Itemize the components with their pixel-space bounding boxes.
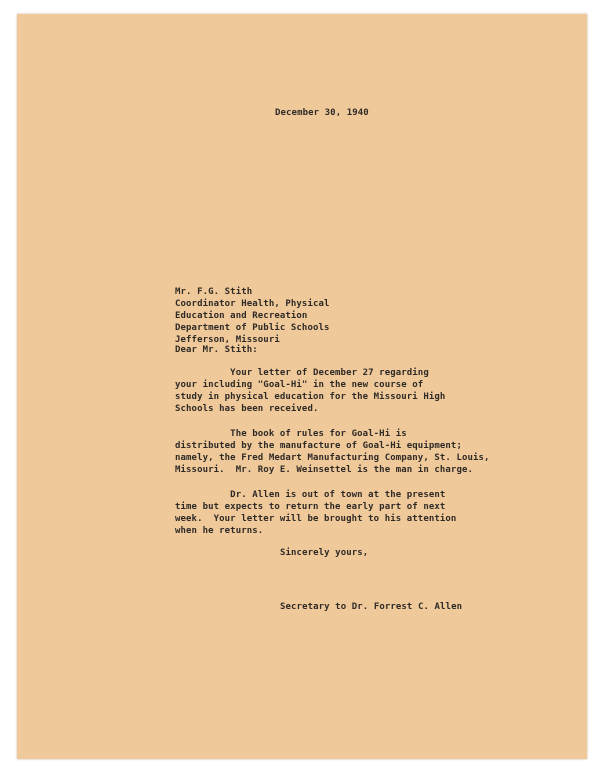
- letter-date: December 30, 1940: [275, 108, 369, 118]
- paragraph-line: Missouri. Mr. Roy E. Weinsettel is the man in charge.: [175, 465, 473, 475]
- paragraph-line: time but expects to return the early part of next: [175, 502, 446, 512]
- address-line: Jefferson, Missouri: [175, 335, 280, 345]
- paragraph-line: Schools has been received.: [175, 404, 319, 414]
- salutation: Dear Mr. Stith:: [175, 345, 258, 355]
- address-line: Department of Public Schools: [175, 323, 330, 333]
- address-line: Coordinator Health, Physical: [175, 299, 330, 309]
- letter-page: [17, 14, 587, 759]
- paragraph-line: week. Your letter will be brought to his attention: [175, 514, 457, 524]
- paragraph-line: study in physical education for the Missouri High: [175, 392, 446, 402]
- paragraph-line: Your letter of December 27 regarding: [175, 368, 429, 378]
- body-paragraph: [175, 428, 490, 476]
- paragraph-line: Dr. Allen is out of town at the present: [175, 490, 446, 500]
- paragraph-line: namely, the Fred Medart Manufacturing Company, St. Louis,: [175, 453, 490, 463]
- address-line: Mr. F.G. Stith: [175, 287, 253, 297]
- paragraph-line: when he returns.: [175, 526, 264, 536]
- address-line: Education and Recreation: [175, 311, 308, 321]
- paragraph-line: your including "Goal-Hi" in the new course of: [175, 380, 424, 390]
- paragraph-line: The book of rules for Goal-Hi is: [175, 429, 407, 439]
- closing: Sincerely yours,: [280, 548, 369, 558]
- body-paragraph: [175, 489, 456, 537]
- signature-line: Secretary to Dr. Forrest C. Allen: [280, 602, 463, 612]
- paragraph-line: distributed by the manufacture of Goal-Hi equipment;: [175, 441, 462, 451]
- body-paragraph: [175, 367, 445, 415]
- recipient-address: [175, 286, 330, 346]
